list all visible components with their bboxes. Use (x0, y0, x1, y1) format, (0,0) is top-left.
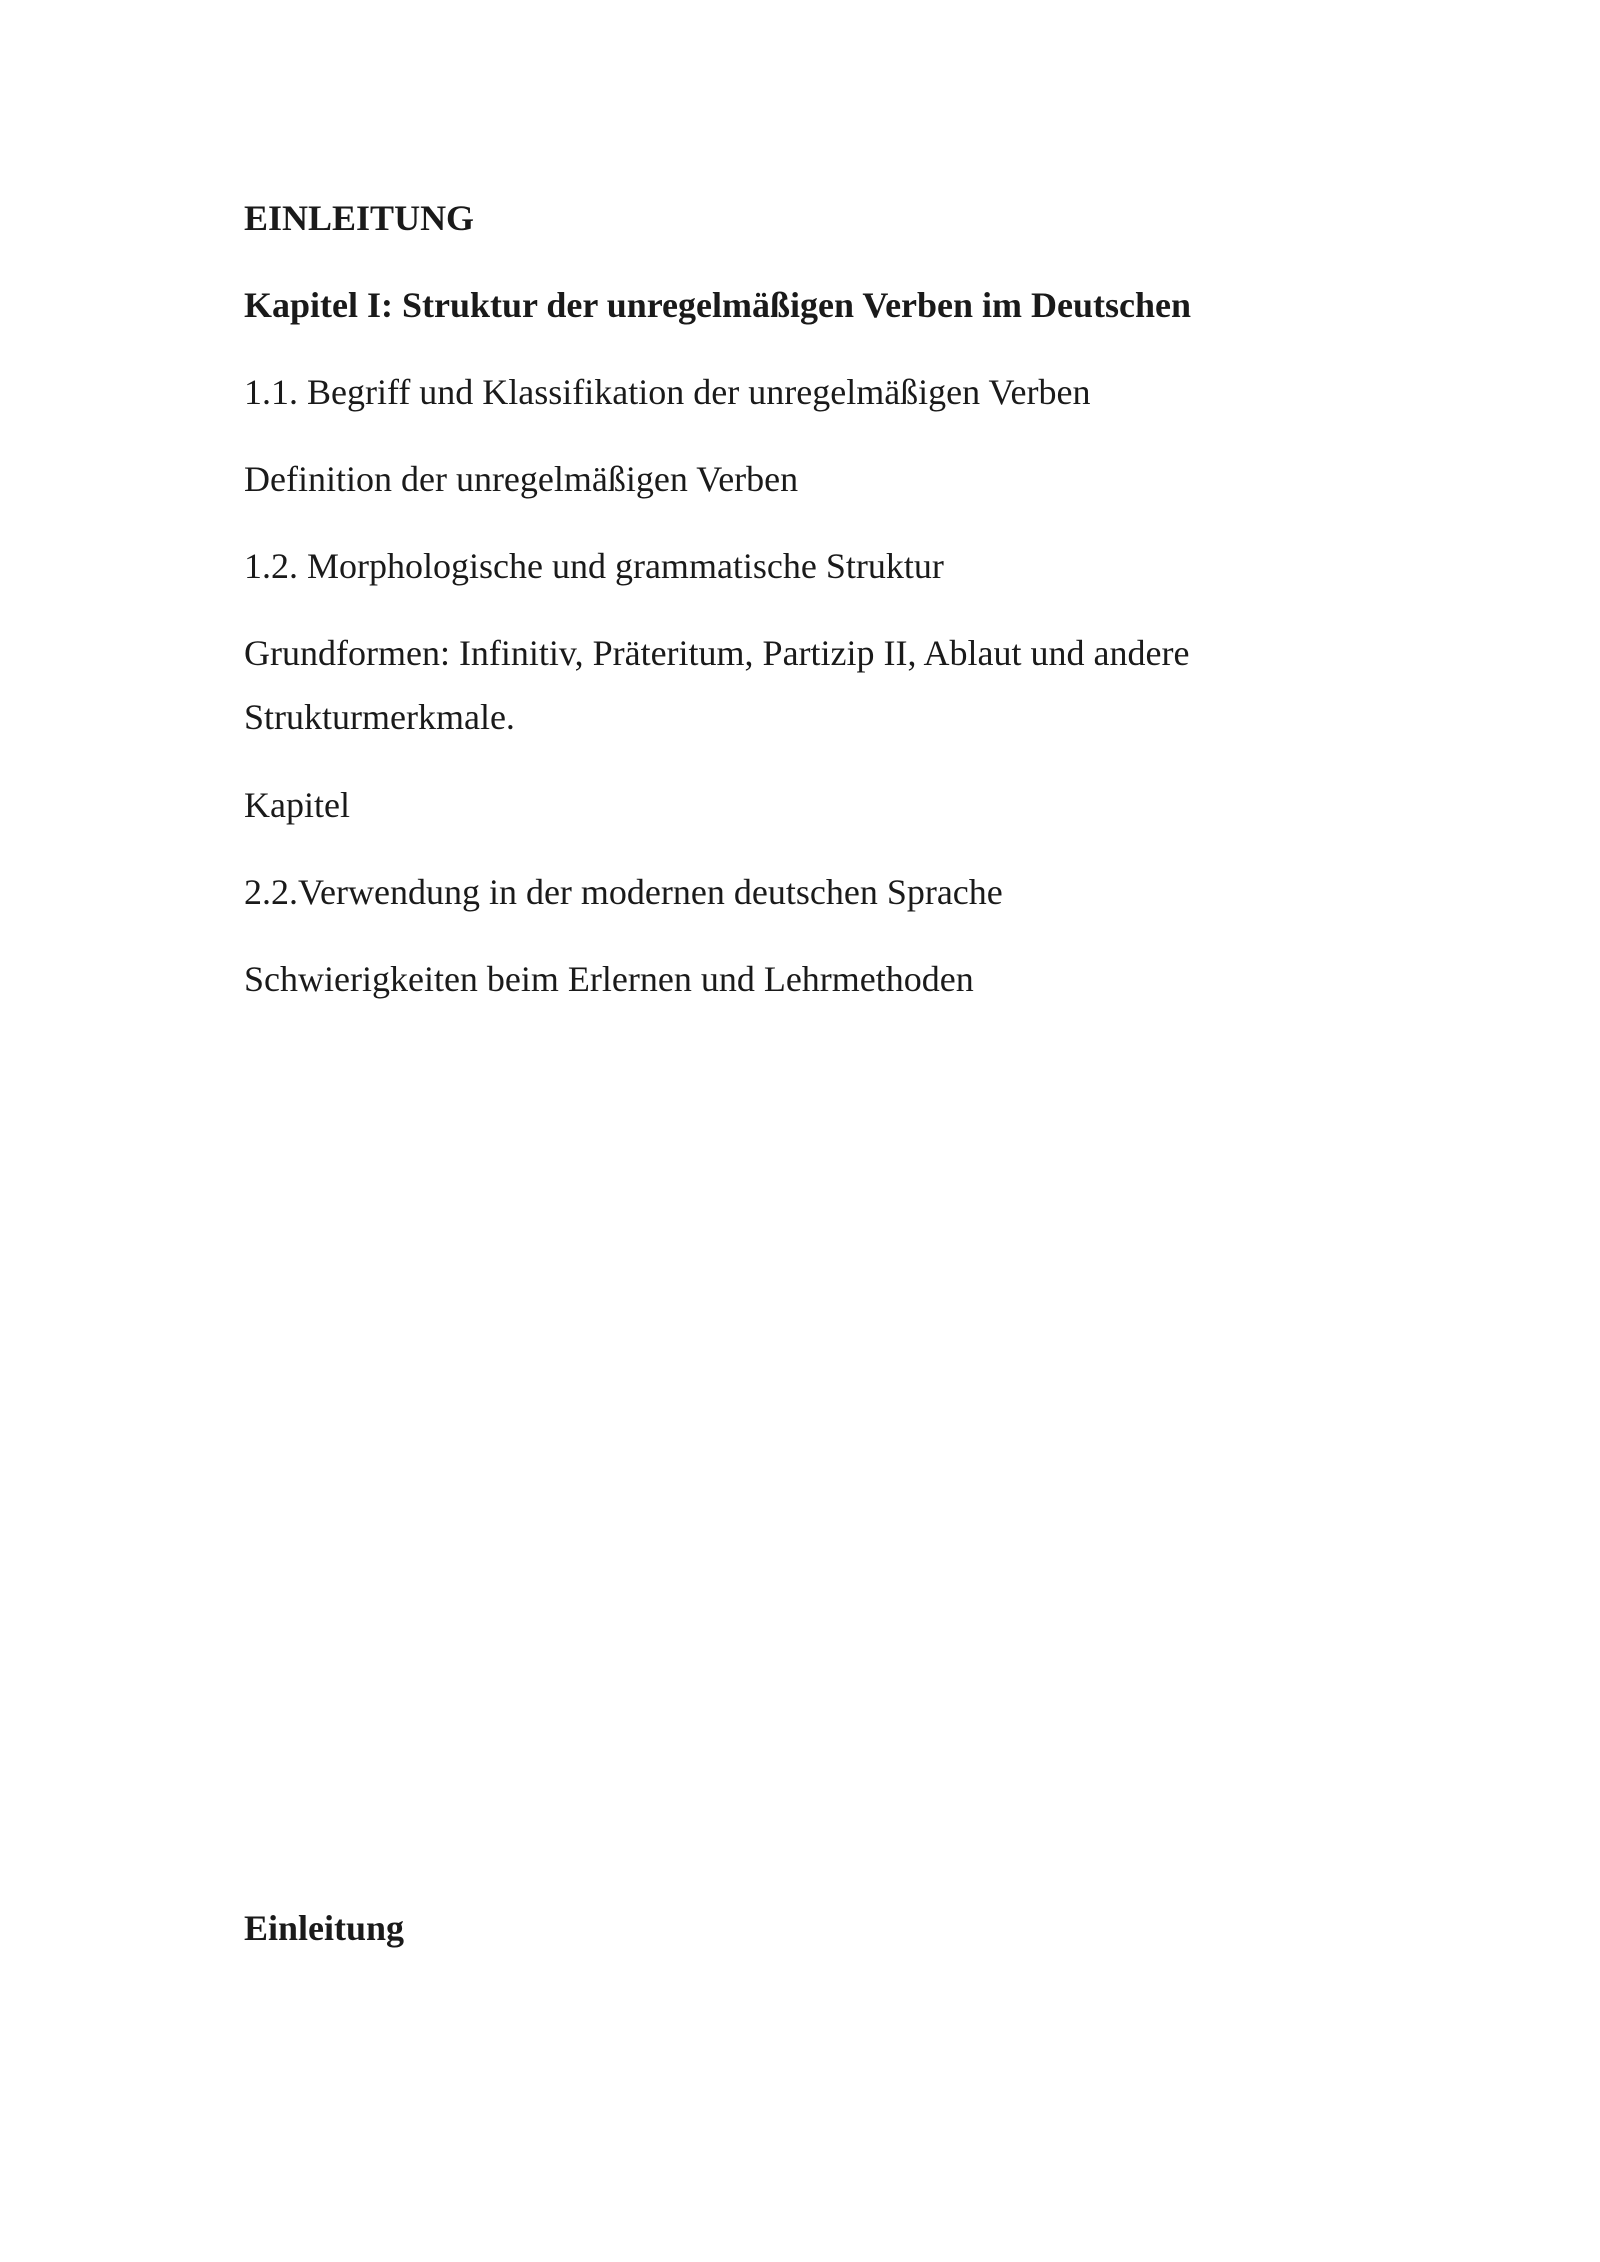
toc-subsection-schwierigkeiten: Schwierigkeiten beim Erlernen und Lehrmethoden (244, 959, 974, 999)
toc-chapter-2: Kapitel (244, 785, 350, 825)
toc-section-1-2: 1.2. Morphologische und grammatische Struktur (244, 546, 944, 586)
toc-section-1-1: 1.1. Begriff und Klassifikation der unregelmäßigen Verben (244, 372, 1091, 412)
toc-subsection-grundformen: Grundformen: Infinitiv, Präteritum, Partizip II, Ablaut und andere Strukturmerkmale. (244, 633, 1190, 737)
toc-title: EINLEITUNG (244, 198, 475, 238)
section-heading-einleitung: Einleitung (244, 1908, 405, 1948)
toc-subsection-definition: Definition der unregelmäßigen Verben (244, 459, 799, 499)
toc-section-2-2: 2.2.Verwendung in der modernen deutschen Sprache (244, 872, 1003, 912)
toc-chapter-1: Kapitel I: Struktur der unregelmäßigen Verben im Deutschen (244, 285, 1192, 325)
